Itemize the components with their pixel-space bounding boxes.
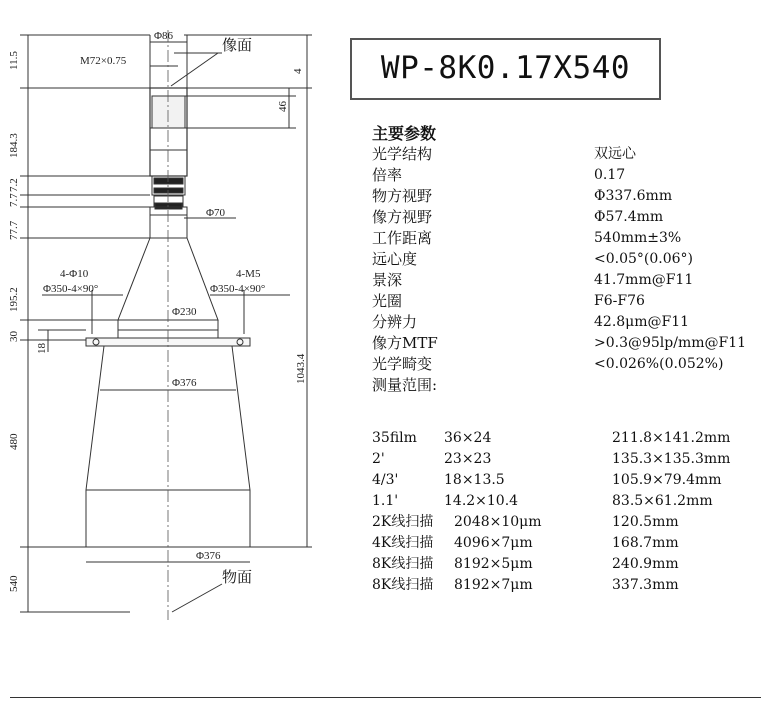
measure-range: 337.3mm — [612, 577, 679, 593]
spec-value: Φ337.6mm — [594, 188, 673, 204]
measure-size: 2048×10μm — [454, 514, 542, 530]
dim-11-5: 11.5 — [8, 51, 20, 70]
spec-value: 540mm±3% — [594, 230, 682, 246]
spec-value: 0.17 — [594, 167, 626, 183]
measure-size: 14.2×10.4 — [444, 493, 519, 509]
spec-row — [372, 165, 761, 186]
dim-d376-top: Φ376 — [172, 377, 197, 389]
dim-4: 4 — [292, 68, 304, 74]
spec-row — [372, 270, 761, 291]
dim-184-3: 184.3 — [8, 133, 20, 158]
measure-range: 105.9×79.4mm — [612, 472, 722, 488]
measure-row — [372, 491, 761, 512]
measure-range: 168.7mm — [612, 535, 679, 551]
measure-range: 211.8×141.2mm — [612, 430, 731, 446]
dim-7-2: 7.2 — [8, 178, 20, 192]
spec-value: 42.8μm@F11 — [594, 314, 690, 330]
hole-right-pcd: Φ350-4×90° — [210, 283, 266, 295]
dim-18: 18 — [36, 343, 48, 354]
dim-d230: Φ230 — [172, 306, 197, 318]
measure-range: 135.3×135.3mm — [612, 451, 731, 467]
measure-row — [372, 575, 761, 596]
measure-sensor: 35film — [372, 430, 417, 446]
measure-size: 36×24 — [444, 430, 492, 446]
spec-key: 光学结构 — [372, 145, 433, 163]
dim-1043-4: 1043.4 — [295, 353, 307, 384]
spec-value: <0.05°(0.06°) — [594, 251, 693, 267]
spec-key: 像方视野 — [372, 208, 433, 226]
spec-row — [372, 249, 761, 270]
spec-key: 物方视野 — [372, 187, 433, 205]
spec-row — [372, 333, 761, 354]
spec-key: 光圈 — [372, 292, 403, 310]
dim-m72: M72×0.75 — [80, 55, 127, 67]
measure-row — [372, 470, 761, 491]
spec-key: 光学畸变 — [372, 355, 433, 373]
dim-d376-bottom: Φ376 — [196, 550, 221, 562]
dim-195-2: 195.2 — [8, 287, 20, 312]
spec-value: <0.026%(0.052%) — [594, 356, 724, 372]
measure-range-title: 测量范围: — [372, 376, 438, 394]
dim-d70: Φ70 — [206, 207, 226, 219]
spec-value: 41.7mm@F11 — [594, 272, 694, 288]
measure-size: 8192×7μm — [454, 577, 533, 593]
measure-row — [372, 554, 761, 575]
spec-key: 倍率 — [372, 166, 403, 184]
measure-sensor: 8K线扫描 — [372, 577, 434, 593]
spec-row — [372, 312, 761, 333]
measure-range: 240.9mm — [612, 556, 679, 572]
measure-range: 83.5×61.2mm — [612, 493, 713, 509]
dim-77-7: 77.7 — [8, 220, 20, 240]
measure-size: 4096×7μm — [454, 535, 533, 551]
spec-heading: 主要参数 — [372, 124, 437, 143]
measure-table — [372, 428, 761, 596]
spec-value: 双远心 — [594, 146, 636, 162]
spec-value: Φ57.4mm — [594, 209, 664, 225]
dim-540: 540 — [8, 575, 20, 592]
measure-sensor: 4/3' — [372, 472, 399, 488]
dim-7-7: 7.7 — [8, 193, 20, 207]
dim-46: 46 — [277, 101, 289, 112]
object-plane-label: 物面 — [222, 568, 253, 586]
dim-480: 480 — [8, 433, 20, 450]
spec-key: 远心度 — [372, 250, 418, 268]
spec-row — [372, 291, 761, 312]
bottom-divider — [10, 697, 761, 698]
measure-row — [372, 512, 761, 533]
measure-size: 18×13.5 — [444, 472, 505, 488]
model-title: WP-8K0.17X540 — [380, 50, 631, 86]
spec-value: >0.3@95lp/mm@F11 — [594, 335, 747, 351]
dim-d86: Φ86 — [154, 30, 174, 42]
spec-key: 分辨力 — [372, 313, 418, 331]
measure-range: 120.5mm — [612, 514, 679, 530]
measure-row — [372, 533, 761, 554]
measure-row — [372, 428, 761, 449]
measure-sensor: 2K线扫描 — [372, 514, 434, 530]
spec-key: 工作距离 — [372, 229, 433, 247]
measure-sensor: 4K线扫描 — [372, 535, 434, 551]
hole-left-count: 4-Φ10 — [60, 268, 89, 280]
model-title-box — [350, 38, 661, 100]
spec-row — [372, 228, 761, 249]
spec-row — [372, 207, 761, 228]
measure-row — [372, 449, 761, 470]
measure-sensor: 8K线扫描 — [372, 556, 434, 572]
spec-key: 像方MTF — [372, 334, 438, 352]
measure-size: 23×23 — [444, 451, 492, 467]
spec-value: F6-F76 — [594, 293, 645, 309]
measure-sensor: 1.1' — [372, 493, 399, 509]
image-plane-label: 像面 — [222, 36, 253, 54]
spec-row — [372, 144, 761, 165]
spec-row — [372, 186, 761, 207]
spec-table — [372, 124, 761, 396]
spec-key: 景深 — [372, 271, 403, 289]
measure-size: 8192×5μm — [454, 556, 533, 572]
hole-left-pcd: Φ350-4×90° — [43, 283, 99, 295]
dim-30: 30 — [8, 331, 20, 342]
measure-sensor: 2' — [372, 451, 385, 467]
spec-row — [372, 354, 761, 375]
hole-right-count: 4-M5 — [236, 268, 261, 280]
